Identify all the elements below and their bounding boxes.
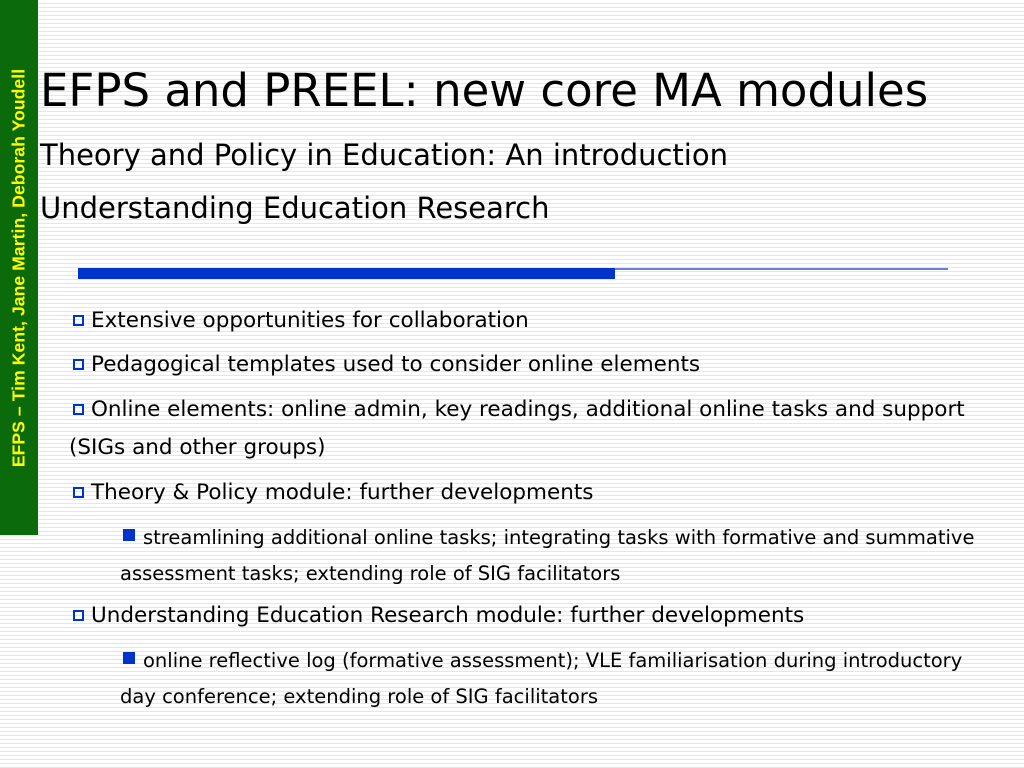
bullet-text: Extensive opportunities for collaboration (91, 308, 529, 333)
bullet-item (69, 597, 1004, 635)
title-divider-thick (78, 268, 615, 279)
title-divider-thin (615, 268, 948, 270)
bullet-text: Pedagogical templates used to consider online elements (91, 352, 701, 377)
slide-subtitle-education-research: Understanding Education Research (40, 191, 550, 225)
sub-bullet-item (120, 520, 1004, 592)
hollow-square-icon (73, 404, 84, 415)
hollow-square-icon (73, 359, 84, 370)
hollow-square-icon (73, 315, 84, 326)
bullet-text: Online elements: online admin, key readings, additional online tasks and support (SIGs and other groups) (69, 397, 965, 460)
bullet-item (69, 474, 1004, 512)
filled-square-icon (123, 529, 135, 541)
bullet-item (69, 391, 1004, 467)
side-banner (0, 0, 38, 535)
sub-bullet-text: streamlining additional online tasks; integrating tasks with formative and summative assessment tasks; extending role of SIG facilitators (120, 526, 975, 585)
slide-subtitle-theory-policy: Theory and Policy in Education: An introduction (40, 138, 728, 172)
bullet-item (69, 302, 1004, 340)
side-banner-label: EFPS – Tim Kent, Jane Martin, Deborah Youdell (8, 68, 29, 468)
sub-bullet-text: online reflective log (formative assessment); VLE familiarisation during introductory day conference; extending role of SIG facilitators (120, 649, 963, 708)
filled-square-icon (123, 652, 135, 664)
bullet-item (69, 346, 1004, 384)
bullet-text: Theory & Policy module: further developments (91, 480, 594, 505)
bullet-text: Understanding Education Research module: further developments (91, 603, 805, 628)
sub-bullet-item (120, 643, 1004, 715)
hollow-square-icon (73, 487, 84, 498)
hollow-square-icon (73, 610, 84, 621)
slide-title: EFPS and PREEL: new core MA modules (40, 64, 929, 117)
